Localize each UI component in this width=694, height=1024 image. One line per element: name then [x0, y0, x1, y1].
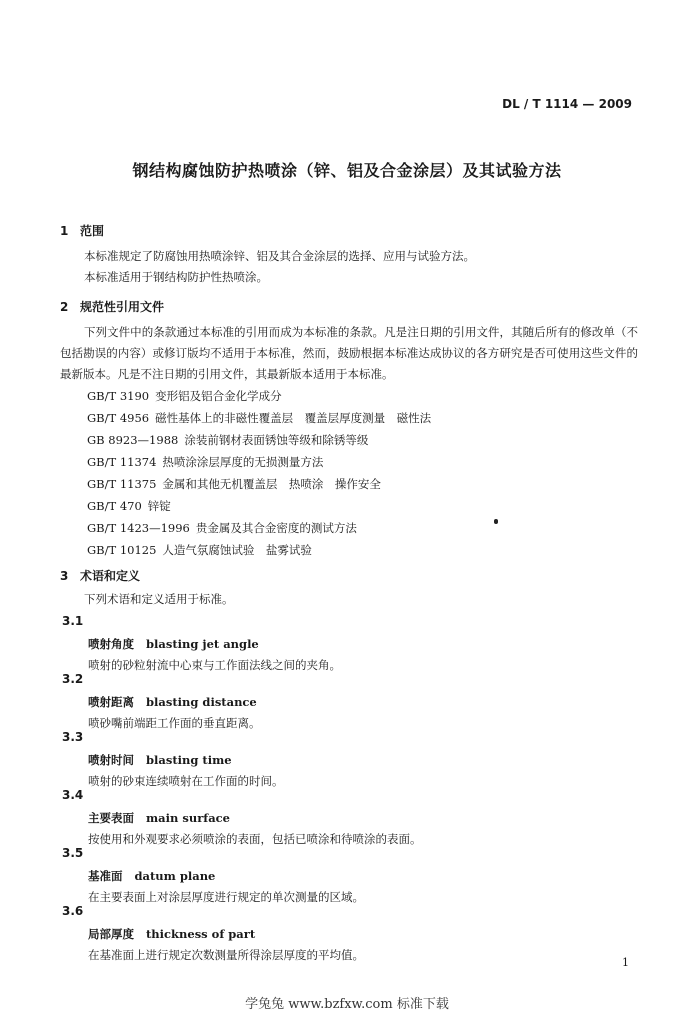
- standard-number: DL / T 1114 — 2009: [502, 97, 632, 111]
- term-name: [88, 926, 255, 942]
- term-zh: 喷射时间: [88, 753, 134, 767]
- reference-item: [87, 476, 381, 492]
- page-number: 1: [622, 956, 629, 969]
- term-en: blasting time: [146, 753, 232, 767]
- terms-intro: 下列术语和定义适用于标准。: [84, 592, 234, 606]
- section-number: 1: [60, 224, 69, 238]
- scope-line-1: 本标准规定了防腐蚀用热喷涂锌、铝及其合金涂层的选择、应用与试验方法。: [84, 249, 475, 263]
- term-en: blasting distance: [146, 695, 257, 709]
- section-title: 术语和定义: [80, 569, 141, 583]
- reference-item: [87, 454, 323, 470]
- section-title: 范围: [80, 224, 105, 238]
- term-name: [88, 868, 215, 884]
- section-number: 3: [60, 569, 69, 583]
- reference-item: [87, 520, 357, 536]
- term-definition: 在主要表面上对涂层厚度进行规定的单次测量的区域。: [88, 890, 364, 904]
- term-number: 3.4: [62, 788, 84, 802]
- section-title: 规范性引用文件: [80, 300, 165, 314]
- term-en: thickness of part: [146, 927, 256, 941]
- reference-code: GB/T 3190: [87, 389, 150, 403]
- reference-code: GB/T 470: [87, 499, 142, 513]
- reference-code: GB/T 1423—1996: [87, 521, 190, 535]
- reference-item: [87, 410, 431, 426]
- reference-name: 变形铝及铝合金化学成分: [155, 389, 282, 403]
- term-number: 3.6: [62, 904, 84, 918]
- document-title: 钢结构腐蚀防护热喷涂（锌、铝及合金涂层）及其试验方法: [132, 161, 562, 180]
- term-name: [88, 636, 259, 652]
- section-3-heading: [60, 567, 140, 584]
- term-zh: 基准面: [88, 869, 123, 883]
- term-zh: 喷射角度: [88, 637, 134, 651]
- reference-item: [87, 432, 368, 448]
- reference-name: 人造气氛腐蚀试验 盐雾试验: [162, 543, 312, 557]
- reference-code: GB 8923—1988: [87, 433, 179, 447]
- reference-item: [87, 388, 282, 404]
- reference-item: [87, 542, 312, 558]
- term-name: [88, 752, 232, 768]
- term-number: 3.5: [62, 846, 84, 860]
- term-zh: 主要表面: [88, 811, 134, 825]
- scan-speck: [494, 519, 498, 524]
- section-1-heading: [60, 222, 104, 239]
- reference-code: GB/T 10125: [87, 543, 157, 557]
- section-number: 2: [60, 300, 69, 314]
- term-definition: 按使用和外观要求必须喷涂的表面，包括已喷涂和待喷涂的表面。: [88, 832, 422, 846]
- term-en: datum plane: [134, 869, 216, 883]
- term-en: blasting jet angle: [146, 637, 259, 651]
- term-zh: 喷射距离: [88, 695, 134, 709]
- term-number: 3.1: [62, 614, 84, 628]
- reference-name: 贵金属及其合金密度的测试方法: [195, 521, 357, 535]
- normative-paragraph: 下列文件中的条款通过本标准的引用而成为本标准的条款。凡是注日期的引用文件，其随后所有的修改单（不包括勘误的内容）或修订版均不适用于本标准，然而，鼓励根据本标准达成协议的各方研究是否可使用这些文件的最新版本。凡是不注日期的引用文件，其最新版本适用于本标准。: [60, 325, 638, 381]
- reference-code: GB/T 11375: [87, 477, 157, 491]
- reference-name: 磁性基体上的非磁性覆盖层 覆盖层厚度测量 磁性法: [155, 411, 432, 425]
- reference-code: GB/T 4956: [87, 411, 150, 425]
- term-number: 3.2: [62, 672, 84, 686]
- term-definition: 在基准面上进行规定次数测量所得涂层厚度的平均值。: [88, 948, 364, 962]
- footer-watermark-link[interactable]: 学兔兔 www.bzfxw.com 标准下载: [245, 997, 449, 1012]
- term-name: [88, 694, 257, 710]
- reference-code: GB/T 11374: [87, 455, 157, 469]
- section-2-heading: [60, 298, 164, 315]
- reference-name: 涂装前钢材表面锈蚀等级和除锈等级: [184, 433, 369, 447]
- term-number: 3.3: [62, 730, 84, 744]
- reference-item: [87, 498, 171, 514]
- term-definition: 喷砂嘴前端距工作面的垂直距离。: [88, 716, 261, 730]
- reference-name: 热喷涂涂层厚度的无损测量方法: [162, 455, 324, 469]
- term-definition: 喷射的砂束连续喷射在工作面的时间。: [88, 774, 284, 788]
- term-definition: 喷射的砂粒射流中心束与工作面法线之间的夹角。: [88, 658, 341, 672]
- term-name: [88, 810, 230, 826]
- reference-name: 锌锭: [147, 499, 171, 513]
- scope-line-2: 本标准适用于钢结构防护性热喷涂。: [84, 270, 268, 284]
- reference-name: 金属和其他无机覆盖层 热喷涂 操作安全: [162, 477, 381, 491]
- term-zh: 局部厚度: [88, 927, 134, 941]
- term-en: main surface: [146, 811, 230, 825]
